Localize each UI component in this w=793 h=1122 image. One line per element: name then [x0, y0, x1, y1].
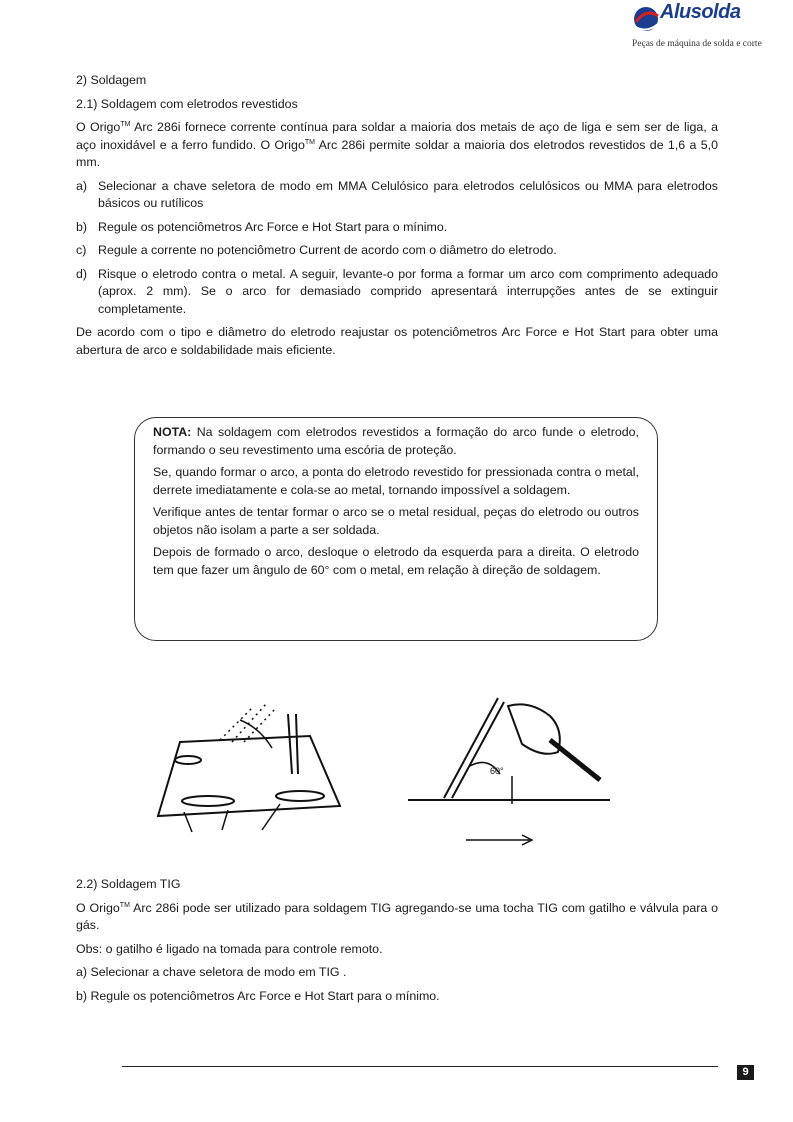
note-paragraph: NOTA: Na soldagem com eletrodos revestidos a formação do arco funde o eletrodo, formando o seu revestimento uma escória de proteção. [153, 425, 639, 457]
tig-intro-paragraph: O Origo™ Arc 286i pode ser utilizado para soldagem TIG agregando-se uma tocha TIG com gatilho e válvula para o gás. [76, 900, 719, 932]
section-soldagem [76, 72, 718, 365]
closing-paragraph: De acordo com o tipo e diâmetro do eletrodo reajustar os potenciômetros Arc Force e Hot Start para obter uma abertura de arco e soldabilidade mais eficiente. [76, 325, 718, 357]
brand-name: Alusolda [660, 1, 741, 23]
footer-divider [122, 1066, 718, 1067]
note-paragraph: Se, quando formar o arco, a ponta do eletrodo revestido for pressionada contra o metal, derrete imediatamente e cola-se ao metal, tornando impossível a soldagem. [153, 465, 639, 497]
list-item: a) Selecionar a chave seletora de modo em MMA Celulósico para eletrodos celulósicos ou MMA para eletrodos básicos ou rutílicos [76, 178, 718, 210]
section-title: 2.2) Soldagem TIG [76, 877, 181, 891]
electrode-angle-figure [408, 698, 610, 845]
list-item: d) Risque o eletrodo contra o metal. A seguir, levante-o por forma a formar um arco com comprimento adequado (aprox. 2 mm). Se o arco for demasiado comprido apresentará interrupções antes de se extinguir completamente. [76, 266, 718, 316]
subsection-title: 2.1) Soldagem com eletrodos revestidos [76, 96, 298, 111]
list-item: c) Regule a corrente no potenciômetro Current de acordo com o diâmetro do eletrodo. [76, 243, 557, 257]
brand-tagline: Peças de máquina de solda e corte [632, 39, 762, 49]
note-box [134, 417, 658, 641]
list-item: b) Regule os potenciômetros Arc Force e Hot Start para o mínimo. [76, 219, 448, 234]
obs-paragraph: Obs: o gatilho é ligado na tomada para controle remoto. [76, 941, 383, 956]
note-paragraph: Verifique antes de tentar formar o arco se o metal residual, peças do eletrodo ou outros objetos não isolam a parte a ser soldada. [153, 505, 639, 537]
welding-illustration [150, 688, 620, 848]
page-number: 9 [737, 1065, 754, 1080]
angle-label: 60° [490, 766, 504, 776]
section-title: 2) Soldagem [76, 73, 147, 87]
list-item: a) Selecionar a chave seletora de modo em TIG . [76, 965, 347, 979]
section-tig [76, 876, 718, 1011]
intro-paragraph: O Origo™ Arc 286i fornece corrente contínua para soldar a maioria dos metais de aço de liga e sem ser de liga, a aço inoxidável e a ferro fundido. O Origo™ Arc 286i permite soldar a maioria dos eletrodos revestidos de 1,6 a 5,0 mm. [76, 120, 718, 169]
list-item: b) Regule os potenciômetros Arc Force e Hot Start para o mínimo. [76, 988, 440, 1003]
weld-plate-figure [158, 704, 340, 832]
note-paragraph: Depois de formado o arco, desloque o eletrodo da esquerda para a direita. O eletrodo tem que fazer um ângulo de 60° com o metal, em relação à direção de soldagem. [153, 545, 639, 577]
